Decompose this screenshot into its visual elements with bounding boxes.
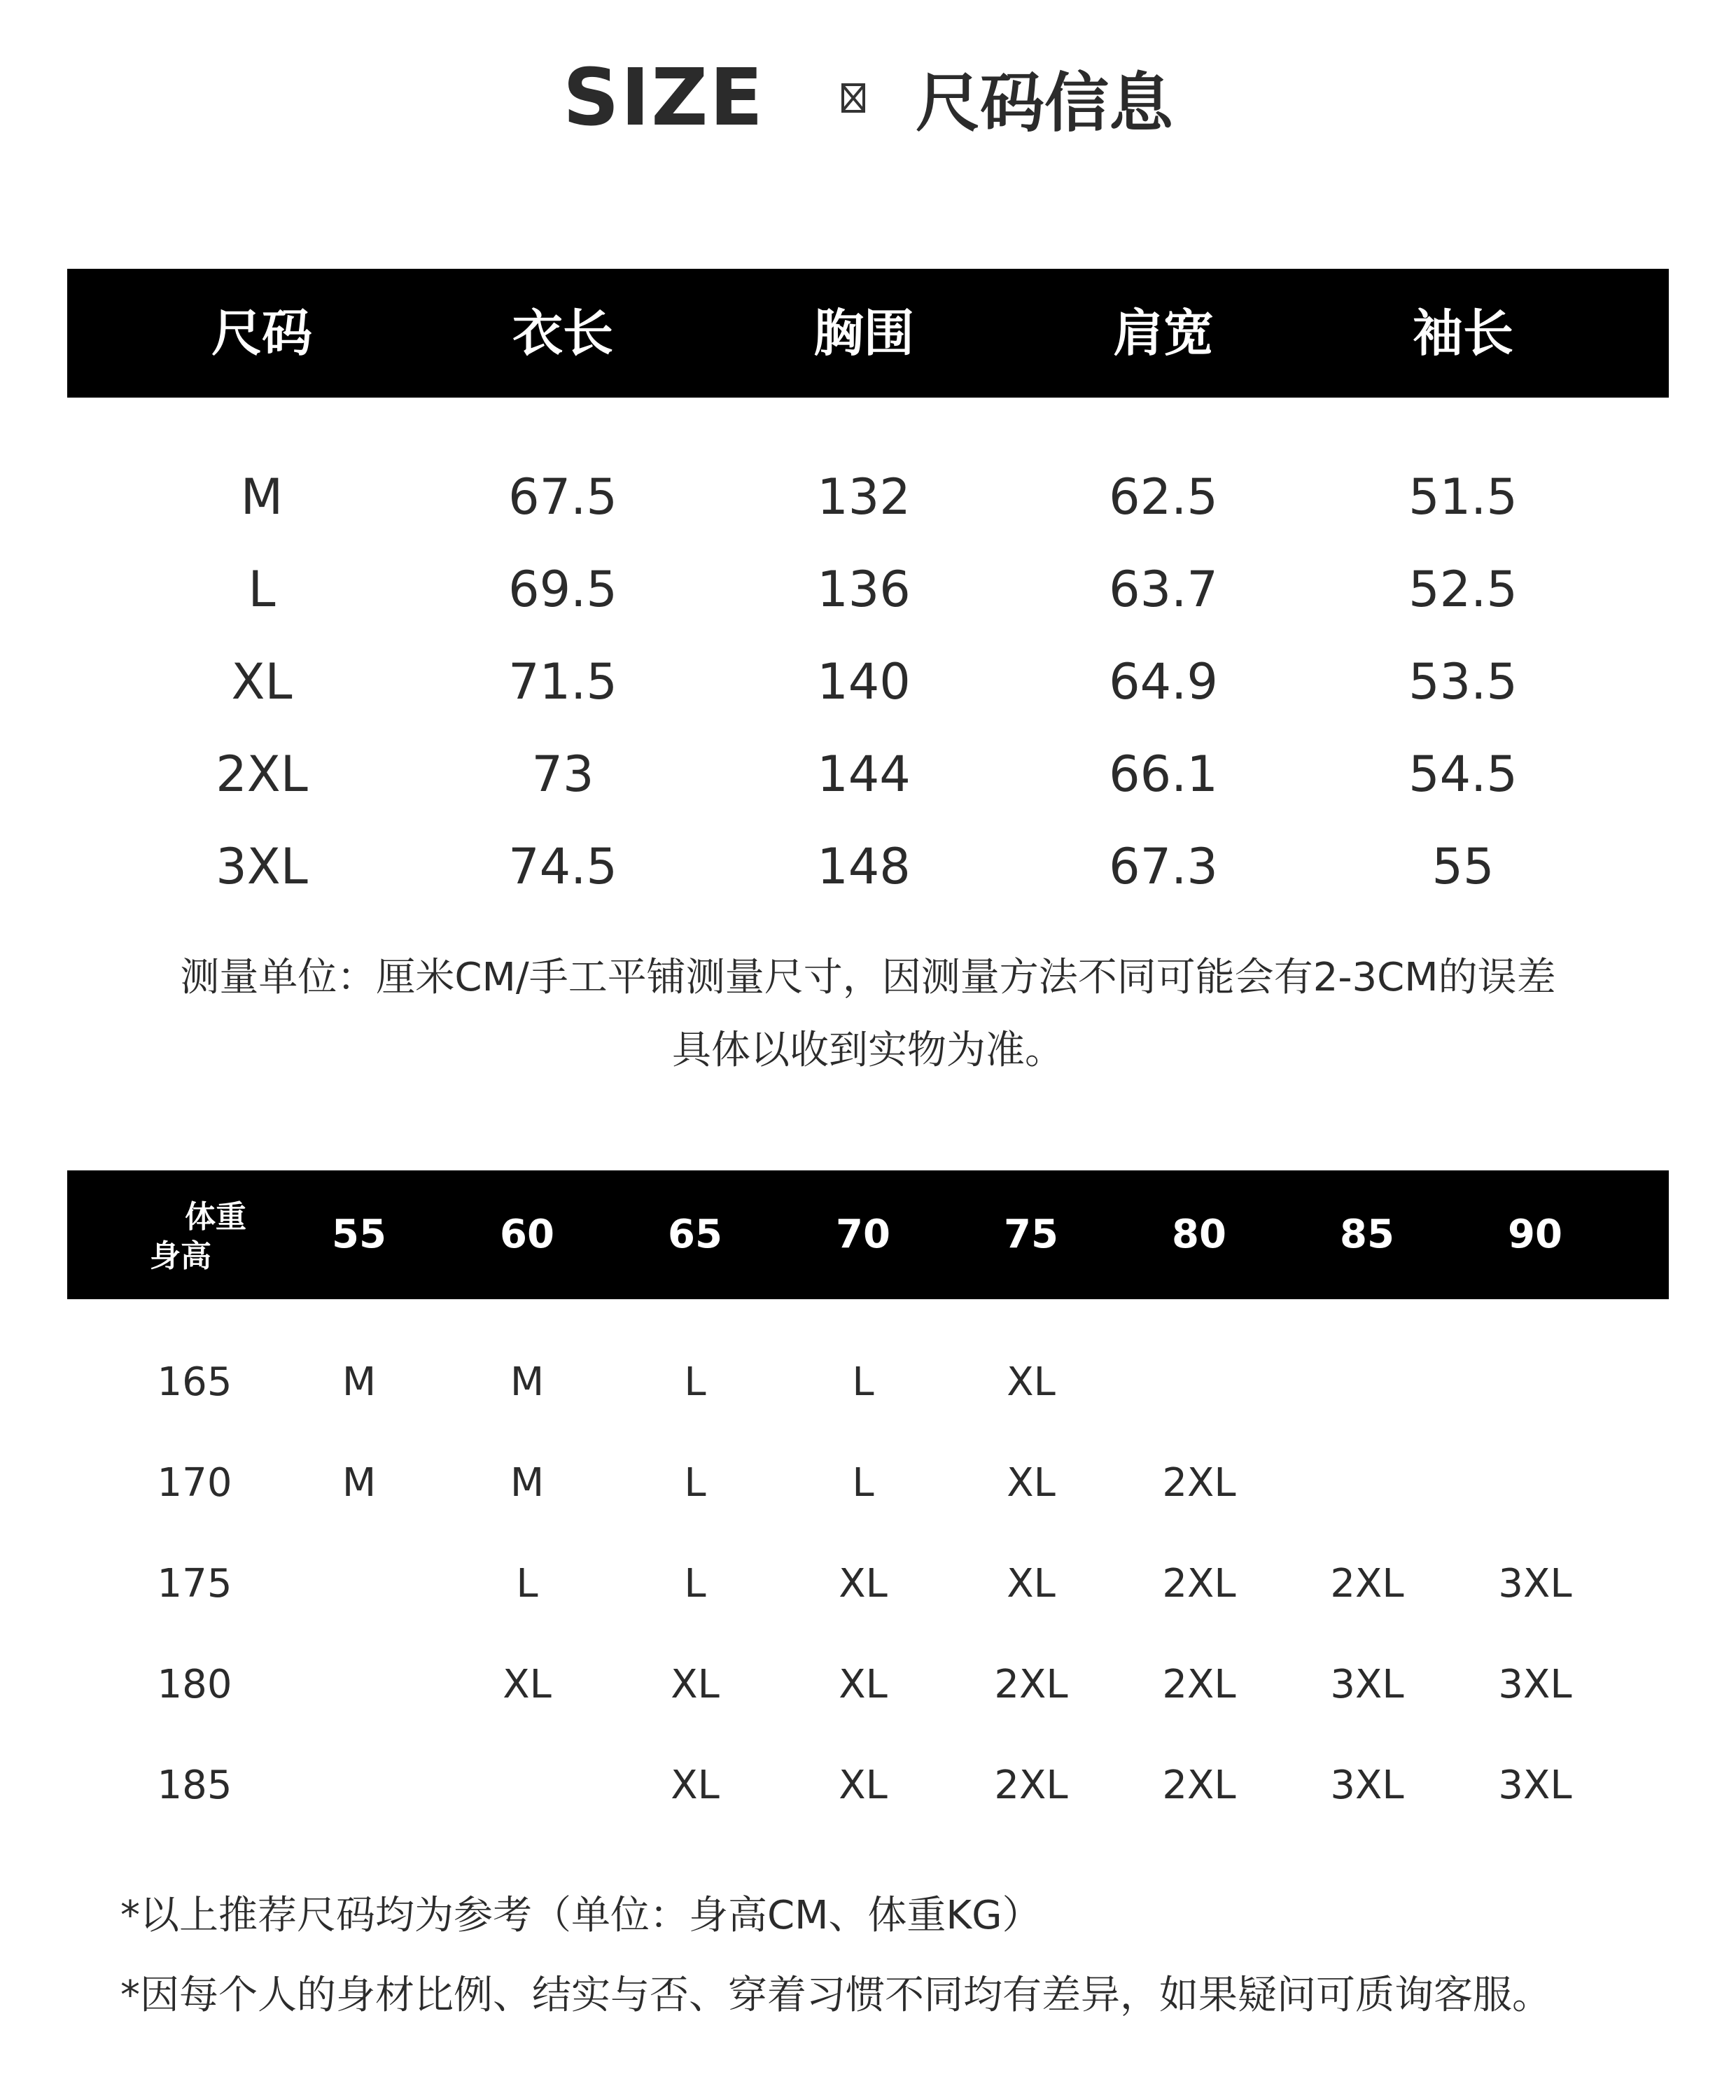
weight-header: 65 bbox=[668, 1212, 722, 1257]
height-cell: 180 bbox=[157, 1662, 232, 1707]
chest-cell: 132 bbox=[817, 468, 911, 526]
size-cell: M bbox=[240, 468, 284, 526]
height-cell: 175 bbox=[157, 1561, 232, 1606]
size-cell: 3XL bbox=[1498, 1561, 1572, 1606]
corner-cell bbox=[67, 1170, 277, 1299]
sleeve-cell: 55 bbox=[1432, 838, 1494, 895]
table-row bbox=[67, 732, 1669, 816]
size-cell: XL bbox=[1007, 1561, 1056, 1606]
size-cell: XL bbox=[1007, 1359, 1056, 1405]
table-row bbox=[67, 640, 1669, 724]
header-length: 衣长 bbox=[512, 304, 614, 363]
boxed-x-icon bbox=[841, 83, 865, 113]
chest-cell: 148 bbox=[817, 838, 911, 895]
size-cell: 2XL bbox=[1162, 1460, 1236, 1506]
length-cell: 74.5 bbox=[508, 838, 617, 895]
size-cell: L bbox=[852, 1460, 874, 1506]
page-title bbox=[0, 49, 1736, 147]
length-cell: 73 bbox=[531, 746, 594, 803]
corner-weight-label: 体重 bbox=[185, 1199, 246, 1235]
height-cell: 170 bbox=[157, 1460, 232, 1506]
size-cell: XL bbox=[839, 1662, 888, 1707]
size-cell: 3XL bbox=[1498, 1662, 1572, 1707]
height-cell: 185 bbox=[157, 1763, 232, 1808]
corner-height-label: 身高 bbox=[150, 1238, 211, 1274]
recommend-table-header bbox=[67, 1170, 1669, 1299]
size-cell: 2XL bbox=[216, 746, 308, 803]
table-row bbox=[67, 547, 1669, 631]
size-cell: L bbox=[684, 1561, 706, 1606]
length-cell: 71.5 bbox=[508, 653, 617, 710]
sleeve-cell: 51.5 bbox=[1408, 468, 1518, 526]
chest-cell: 144 bbox=[817, 746, 911, 803]
footnote-variance: *因每个人的身材比例、结实与否、穿着习惯不同均有差异，如果疑问可质询客服。 bbox=[120, 1973, 1551, 2018]
weight-header: 75 bbox=[1004, 1212, 1058, 1257]
size-cell: XL bbox=[231, 653, 293, 710]
title-cn: 尺码信息 bbox=[916, 66, 1174, 141]
size-table-header bbox=[67, 269, 1669, 398]
size-cell: 3XL bbox=[1330, 1763, 1404, 1808]
size-cell: XL bbox=[503, 1662, 552, 1707]
table-row bbox=[67, 825, 1669, 909]
size-cell: 2XL bbox=[1162, 1662, 1236, 1707]
size-cell: 2XL bbox=[1162, 1561, 1236, 1606]
size-cell: 3XL bbox=[1330, 1662, 1404, 1707]
weight-header: 55 bbox=[332, 1212, 386, 1257]
measure-note-line2: 具体以收到实物为准。 bbox=[672, 1028, 1064, 1073]
table-row bbox=[67, 1445, 1669, 1522]
shoulder-cell: 66.1 bbox=[1109, 746, 1218, 803]
table-row bbox=[67, 455, 1669, 539]
weight-header: 70 bbox=[836, 1212, 890, 1257]
measure-note-line1: 测量单位：厘米CM/手工平铺测量尺寸，因测量方法不同可能会有2-3CM的误差 bbox=[180, 955, 1556, 1000]
sleeve-cell: 53.5 bbox=[1408, 653, 1518, 710]
size-cell: M bbox=[342, 1359, 377, 1405]
footnote-reference: *以上推荐尺码均为参考（单位：身高CM、体重KG） bbox=[120, 1893, 1042, 1938]
header-chest: 胸围 bbox=[813, 304, 915, 363]
size-cell: M bbox=[510, 1359, 545, 1405]
size-cell: 2XL bbox=[1162, 1763, 1236, 1808]
length-cell: 67.5 bbox=[508, 468, 617, 526]
table-row bbox=[67, 1344, 1669, 1421]
size-cell: L bbox=[684, 1460, 706, 1506]
size-cell: L bbox=[248, 561, 276, 618]
chest-cell: 140 bbox=[817, 653, 911, 710]
size-cell: XL bbox=[839, 1763, 888, 1808]
weight-header: 85 bbox=[1340, 1212, 1394, 1257]
header-sleeve: 袖长 bbox=[1412, 304, 1514, 363]
size-cell: 2XL bbox=[994, 1662, 1068, 1707]
sleeve-cell: 52.5 bbox=[1408, 561, 1518, 618]
title-en: SIZE bbox=[562, 52, 765, 144]
length-cell: 69.5 bbox=[508, 561, 617, 618]
size-cell: L bbox=[684, 1359, 706, 1405]
table-row bbox=[67, 1646, 1669, 1723]
shoulder-cell: 67.3 bbox=[1109, 838, 1218, 895]
shoulder-cell: 62.5 bbox=[1109, 468, 1218, 526]
sleeve-cell: 54.5 bbox=[1408, 746, 1518, 803]
header-shoulder: 肩宽 bbox=[1112, 304, 1214, 363]
header-size: 尺码 bbox=[211, 304, 313, 363]
size-cell: XL bbox=[671, 1763, 720, 1808]
chest-cell: 136 bbox=[817, 561, 911, 618]
height-cell: 165 bbox=[157, 1359, 232, 1405]
size-cell: XL bbox=[1007, 1460, 1056, 1506]
weight-header: 60 bbox=[500, 1212, 554, 1257]
shoulder-cell: 64.9 bbox=[1109, 653, 1218, 710]
size-cell: 2XL bbox=[1330, 1561, 1404, 1606]
size-cell: M bbox=[510, 1460, 545, 1506]
size-cell: 3XL bbox=[1498, 1763, 1572, 1808]
table-row bbox=[67, 1546, 1669, 1623]
size-cell: M bbox=[342, 1460, 377, 1506]
size-cell: L bbox=[516, 1561, 538, 1606]
weight-header: 90 bbox=[1508, 1212, 1562, 1257]
shoulder-cell: 63.7 bbox=[1109, 561, 1218, 618]
size-cell: XL bbox=[671, 1662, 720, 1707]
weight-header: 80 bbox=[1172, 1212, 1226, 1257]
size-cell: XL bbox=[839, 1561, 888, 1606]
size-cell: 3XL bbox=[216, 838, 308, 895]
size-cell: L bbox=[852, 1359, 874, 1405]
table-row bbox=[67, 1747, 1669, 1824]
size-cell: 2XL bbox=[994, 1763, 1068, 1808]
